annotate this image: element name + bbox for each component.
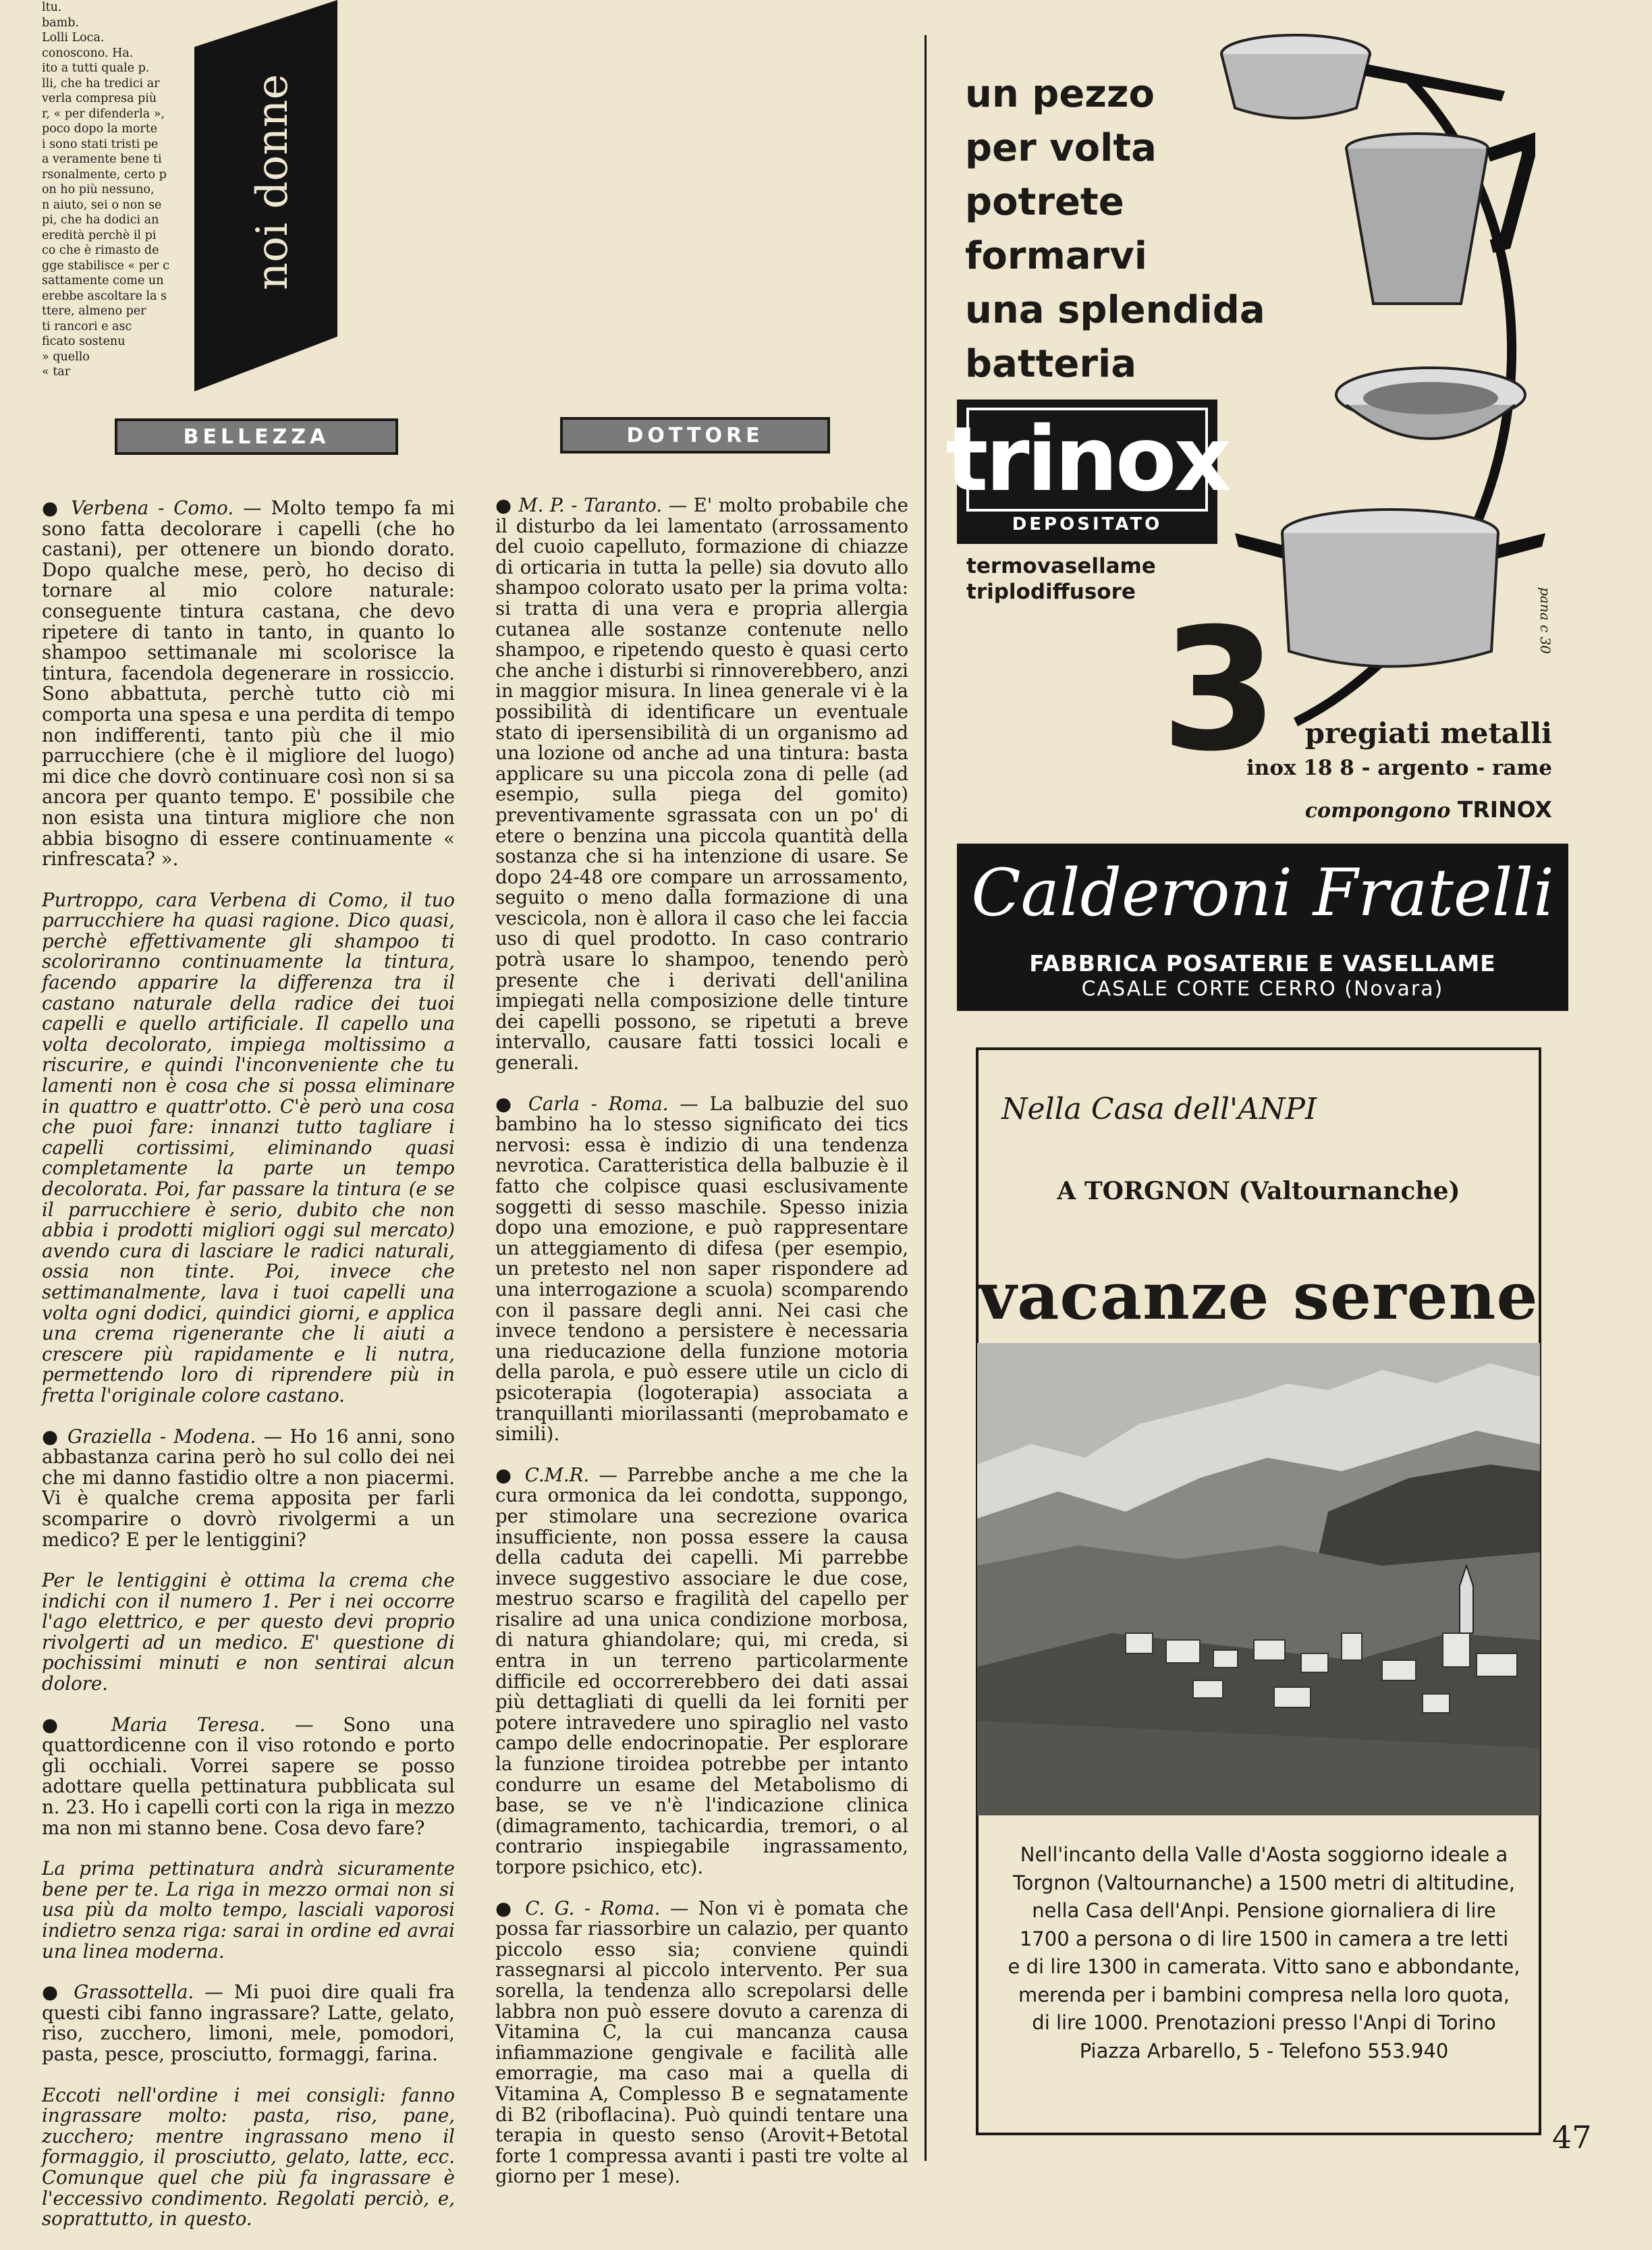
anpi-slogan: vacanze serene: [979, 1258, 1539, 1334]
letter-author: Verbena - Como.: [71, 497, 234, 519]
previous-article-fragment: [42, 0, 197, 398]
dottore-column: [495, 495, 908, 2207]
letter: ● M. P. - Taranto. — E' molto probabile che il disturbo da lei lamentato (arrossamento del cuoio capelluto, formazione di chiazze di orticaria in tutta la pelle) sia dovuto allo shampoo colorato usato per la prima volta: si tratta di una vera e propria allergia cutanea alle sostanze contenute nello shampoo, e ripetendo questo è quasi certo che anche i disturbi si rinnoverebbero, anzi in maggior misura. In linea generale vi è la possibilità di identificare un eventuale stato di ipersensibilità di un organismo ad una lozione od anche ad una tintura: basta applicare su una piccola zona di pelle (ad esempio, sulla piega del gomito) preventivamente sgrassata con un po' di etere o benzina una piccola quantità della sostanza che si ha intenzione di usare. Se dopo 24-48 ore compare un arrossamento, seguito o meno dalla formazione di una vescicola, non è allora il caso che lei faccia uso di quel prodotto. In caso contrario potrà usare lo shampoo, tenendo però presente che i derivati dell'anilina impiegati nella composizione delle tinture dei capelli possono, se ripetuti a breve intervallo, causare fatti tossici locali e generali.: [495, 494, 908, 1074]
section-tab-label: noi donne: [248, 74, 298, 291]
anpi-description: [995, 1841, 1533, 2065]
fragment-line: lli, che ha tredici ar: [42, 76, 160, 90]
fragment-line: ti rancori e asc: [42, 319, 132, 333]
trinox-compongono: [1215, 796, 1552, 823]
letter: ● C.M.R. — Parrebbe anche a me che la cura ormonica da lei condotta, suppongo, per stimolare una secrezione ovarica insufficiente, non possa essere la causa della caduta dei capelli. Mi parrebbe invece suggestivo associare le due cose, mestruo scarso e fragilità del capello per risalire ad una unica condizione morbosa, di natura ghiandolare; qui, mi creda, si entra in un terreno particolarmente difficile ed occorrerebbero dei dati assai più dettagliati di quelli da lei forniti per potere intravedere uno spiraglio nel vasto campo delle endocrinopatie. Per esplorare la funzione tiroidea potrebbe per intanto condurre un esame del Metabolismo di base, se ve n'è l'indicazione clinica (dimagramento, tachicardia, tremori, o al contrario inspiegabile ingrassamento, torpore psichico, etc).: [495, 1463, 908, 1878]
calderoni-banner: [957, 844, 1568, 1011]
answer: La prima pettinatura andrà sicuramente bene per te. La riga in mezzo ormai non si usa più da molto tempo, lasciali vaporosi indietro senza riga: sarai in ordine ed avrai una linea moderna.: [42, 1857, 455, 1963]
trinox-three: 3: [1161, 592, 1278, 788]
fragment-line: co che è rimasto de: [42, 244, 159, 257]
section-header-dottore: DOTTORE: [560, 417, 830, 454]
anpi-place: A TORGNON (Valtournanche): [1057, 1177, 1460, 1205]
fragment-line: i sono stati tristi pe: [42, 137, 159, 151]
anpi-text-line: di lire 1000. Prenotazioni presso l'Anpi di Torino: [1032, 2011, 1496, 2034]
calderoni-name: Calderoni Fratelli: [971, 855, 1554, 931]
letter-text: — Parrebbe anche a me che la cura ormonica da lei condotta, suppongo, per stimolare una secrezione ovarica insufficiente, non possa essere la causa della caduta dei capelli. Mi parrebbe invece suggestivo associare le due cose, mestruo scarso e fragilità del capello per risalire ad una unica condizione morbosa, di natura ghiandolare; qui, mi creda, si entra in un terreno particolarmente difficile ed occorrerebbero dei dati assai più dettagliati di quelli da lei forniti per potere intravedere uno spiraglio nel vasto campo delle endocrinopatie. Per esplorare la funzione tiroidea potrebbe per intanto condurre un esame del Metabolismo di base, se ve n'è l'indicazione clinica (dimagramento, tachicardia, tremori, o al contrario inspiegabile ingrassamento, torpore psichico, etc).: [495, 1463, 908, 1878]
anpi-text-line: e di lire 1300 in camerata. Vitto sano e abbondante,: [1008, 1955, 1520, 1978]
letter-author: Grassottella.: [74, 1981, 194, 2004]
fragment-line: » quello: [42, 350, 90, 364]
letter-author: Graziella - Modena.: [67, 1425, 256, 1448]
letter-author: Maria Teresa.: [111, 1713, 266, 1736]
trinox-pregiati: pregiati metalli: [1304, 717, 1552, 750]
letter-text: — La balbuzie del suo bambino ha lo stesso significato dei tics nervosi: essa è indizio di una tendenza nevrotica. Caratteristica della balbuzie è il fatto che colpisce quasi esclusivamente soggetti di sesso maschile. Spesso inizia dopo una emozione, e può rappresentare un atteggiamento di difesa (per esempio, un pretesto nel non saper rispondere ad una interrogazione a scuola) scomparendo con il passare degli anni. Nei casi che invece tendono a persistere è necessaria una rieducazione della funzione motoria della parola, e può essere utile un ciclo di psicoterapia (logoterapia) associata a tranquillanti miorilassanti (meprobamato e simili).: [495, 1092, 908, 1446]
headline-line: potrete: [965, 180, 1124, 224]
headline-line: formarvi: [965, 234, 1147, 278]
anpi-text-line: Torgnon (Valtournanche) a 1500 metri di altitudine,: [1012, 1871, 1516, 1894]
fragment-line: bamb.: [42, 16, 79, 30]
headline-line: batteria: [965, 342, 1136, 386]
letter-text: — Sono una quattordicenne con il viso rotondo e porto gli occhiali. Vorrei sapere se posso adottare quella pettinatura pubblicata sul n. 23. Ho i capelli corti con la riga in mezzo ma non mi stanno bene. Cosa devo fare?: [42, 1713, 455, 1839]
bellezza-column: [42, 498, 455, 2250]
column-divider: [925, 35, 927, 2161]
letter-author: Carla - Roma.: [528, 1092, 669, 1115]
fragment-line: on ho più nessuno,: [42, 183, 155, 196]
letter-text: — Mi puoi dire quali fra questi cibi fanno ingrassare? Latte, gelato, riso, zucchero, limoni, mele, pomodori, pasta, pesce, prosciutto, formaggi, farina.: [42, 1981, 455, 2065]
fragment-line: « tar: [42, 365, 71, 379]
fragment-line: pi, che ha dodici an: [42, 213, 159, 227]
trinox-credit: pana c 30: [1537, 587, 1553, 654]
fragment-line: ficato sostenu: [42, 335, 126, 348]
trinox-tagline: [966, 553, 1156, 605]
answer: Per le lentiggini è ottima la crema che indichi con il numero 1. Per i nei occorre l'ago elettrico, e per questo devi proprio rivolgerti ad un medico. E' questione di pochissimi minuti e non sentirai alcun dolore.: [42, 1569, 455, 1695]
compongono-text: compongono: [1304, 799, 1451, 823]
mountain-village-photo: [977, 1343, 1540, 1815]
fragment-line: conoscono. Ha.: [42, 46, 134, 60]
anpi-intro: Nella Casa dell'ANPI: [1001, 1092, 1317, 1126]
fragment-line: n aiuto, sei o non se: [42, 198, 162, 212]
headline-line: una splendida: [965, 288, 1265, 332]
letter-text: — Molto tempo fa mi sono fatta decolorare i capelli (che ho castani), per ottenere un biondo dorato. Dopo qualche mese, però, ho deciso di tornare al mio colore naturale: conseguente tintura castana, che devo ripetere di tanto in tanto, in quanto lo shampoo settimanale mi scolorisce la tintura, facendola degenerare in rossiccio. Sono abbattuta, perchè tutto ciò mi comporta una spesa e una perdita di tempo non indifferenti, tanto più che il mio parrucchiere (che è il migliore del luogo) mi dice che dovrò continuare così non si sa ancora per quanto tempo. E' possibile che non esista una tintura migliore che non abbia bisogno di essere continuamente « rinfrescata? ».: [42, 497, 455, 871]
fragment-line: ito a tutti quale p.: [42, 61, 150, 75]
tagline-line: termovasellame: [966, 554, 1156, 578]
fragment-line: ttere, almeno per: [42, 304, 146, 318]
headline-line: per volta: [965, 126, 1157, 170]
fragment-line: r, « per difenderla »,: [42, 107, 165, 121]
fragment-line: verla compresa più: [42, 92, 157, 105]
answer: Purtroppo, cara Verbena di Como, il tuo parrucchiere ha quasi ragione. Dico quasi, perchè effettivamente gli shampoo ti scoloriranno continuamente la tintura, facendo apparire la differenza tra il castano naturale della radice dei tuoi capelli e quello artificiale. Il capello una volta decolorato, impiega moltissimo a riscurire, e quindi l'inconveniente che tu lamenti non è cosa che si possa eliminare in quattro e quattr'otto. C'è però una cosa che puoi fare: innanzi tutto tagliare i capelli cortissimi, eliminando quasi completamente la parte un tempo decolorata. Poi, far passare la tintura (e se il parrucchiere è serio, dubito che non abbia i prodotti migliori oggi sul mercato) avendo cura di lasciare le radici naturali, ossia non tinte. Poi, invece che settimanalmente, lava i tuoi capelli una volta ogni dodici, quindici giorni, e applica una crema rigenerante che li aiuti a crescere più rapidamente e li nutra, permettendo loro di riprendere più in fretta l'originale colore castano.: [42, 888, 455, 1406]
letter: ● Maria Teresa. — Sono una quattordicenne con il viso rotondo e porto gli occhiali. Vorrei sapere se posso adottare quella pettinatura pubblicata sul n. 23. Ho i capelli corti con la riga in mezzo ma non mi stanno bene. Cosa devo fare?: [42, 1713, 455, 1839]
trinox-depositato: DEPOSITATO: [1012, 514, 1163, 534]
fragment-line: gge stabilisce « per c: [42, 258, 170, 273]
letter: ● Carla - Roma. — La balbuzie del suo bambino ha lo stesso significato dei tics nervosi: essa è indizio di una tendenza nevrotica. Caratteristica della balbuzie è il fatto che colpisce quasi esclusivamente soggetti di sesso maschile. Spesso inizia dopo una emozione, e può rappresentare un atteggiamento di difesa (per esempio, un pretesto nel non saper rispondere ad una interrogazione a scuola) scomparendo con il passare degli anni. Nei casi che invece tendono a persistere è necessaria una rieducazione della funzione motoria della parola, e può essere utile un ciclo di psicoterapia (logoterapia) associata a tranquillanti miorilassanti (meprobamato e simili).: [495, 1092, 908, 1446]
letter-author: C. G. - Roma.: [525, 1896, 661, 1919]
fragment-line: erebbe ascoltare la s: [42, 289, 167, 303]
calderoni-fabbrica: FABBRICA POSATERIE E VASELLAME: [1029, 950, 1496, 977]
trinox-caps: TRINOX: [1457, 796, 1552, 823]
fragment-line: Lolli Loca.: [42, 31, 105, 45]
tagline-line: triplodiffusore: [966, 580, 1136, 604]
letter: ● Grassottella. — Mi puoi dire quali fra questi cibi fanno ingrassare? Latte, gelato, riso, zucchero, limoni, mele, pomodori, pasta, pesce, prosciutto, formaggi, farina.: [42, 1981, 455, 2065]
fragment-line: sattamente come un: [42, 274, 164, 287]
letter: ● Verbena - Como. — Molto tempo fa mi sono fatta decolorare i capelli (che ho castani), per ottenere un biondo dorato. Dopo qualche mese, però, ho deciso di tornare al mio colore naturale: conseguente tintura castana, che devo ripetere di tanto in tanto, in quanto lo shampoo settimanale mi scolorisce la tintura, facendola degenerare in rossiccio. Sono abbattuta, perchè tutto ciò mi comporta una spesa e una perdita di tempo non indifferenti, tanto più che il mio parrucchiere (che è il migliore del luogo) mi dice che dovrò continuare così non si sa ancora per quanto tempo. E' possibile che non esista una tintura migliore che non abbia bisogno di essere continuamente « rinfrescata? ».: [42, 497, 455, 871]
mountain-landscape-image: [977, 1343, 1540, 1815]
page-number: 47: [1552, 2119, 1592, 2156]
letter-author: M. P. - Taranto.: [518, 494, 663, 516]
fragment-line: ltu.: [42, 1, 62, 14]
trinox-headline: [965, 67, 1397, 391]
anpi-text-line: nella Casa dell'Anpi. Pensione giornaliera di lire: [1032, 1899, 1496, 1922]
anpi-text-line: Nell'incanto della Valle d'Aosta soggiorno ideale a: [1020, 1843, 1508, 1866]
anpi-text-line: merenda per i bambini compresa nella loro quota,: [1018, 1983, 1510, 2006]
letter: ● Graziella - Modena. — Ho 16 anni, sono abbastanza carina però ho sul collo dei nei che mi danno fastidio oltre a non piacermi. Vi è qualche crema apposita per farli scomparire o dovrò rivolgermi a un medico? E per le lentiggini?: [42, 1425, 455, 1551]
letter-author: C.M.R.: [524, 1463, 590, 1486]
trinox-logo-text: trinox: [945, 408, 1229, 512]
anpi-text-line: 1700 a persona o di lire 1500 in camera a tre letti: [1019, 1927, 1509, 1950]
fragment-line: poco dopo la morte: [42, 122, 158, 136]
letter-text: — Ho 16 anni, sono abbastanza carina però ho sul collo dei nei che mi danno fastidio oltre a non piacermi. Vi è qualche crema apposita per farli scomparire o dovrò rivolgermi a un medico? E per le lentiggini?: [42, 1425, 455, 1551]
calderoni-place: CASALE CORTE CERRO (Novara): [1081, 977, 1444, 1001]
headline-line: un pezzo: [965, 72, 1155, 116]
letter-text: — Non vi è pomata che possa far riassorbire un calazio, per quanto piccolo esso sia; conviene quindi rassegnarsi al piccolo intervento. Per sua sorella, la tendenza allo screpolarsi delle labbra non può essere dovuto a carenza di Vitamina C, la cui mancanza causa infiammazione gengivale e facilità alle emorragie, ma caso mai a quella di Vitamina A, Complesso B e segnatamente di B2 (riboflacina). Può quindi tentare una terapia in questo senso (Arovit+Betotal forte 1 compressa avanti i pasti tre volte al giorno per 1 mese).: [495, 1896, 908, 2188]
fragment-line: a veramente bene ti: [42, 153, 162, 166]
fragment-line: rsonalmente, certo p: [42, 167, 167, 182]
section-header-bellezza: BELLEZZA: [115, 418, 398, 455]
answer: Eccoti nell'ordine i mei consigli: fanno ingrassare molto: pasta, riso, pane, zucchero; mentre ingrassano meno il formaggio, il prosciutto, gelato, latte, ecc. Comunque quel che più fa ingrassare è l'eccessivo condimento. Regolati perciò, e, soprattutto, in questo.: [42, 2083, 455, 2230]
anpi-text-line: Piazza Arbarello, 5 - Telefono 553.940: [1079, 2039, 1449, 2062]
fragment-line: eredità perchè il pi: [42, 228, 157, 242]
trinox-metals: inox 18 8 - argento - rame: [1246, 756, 1552, 780]
letter: ● C. G. - Roma. — Non vi è pomata che possa far riassorbire un calazio, per quanto piccolo esso sia; conviene quindi rassegnarsi al piccolo intervento. Per sua sorella, la tendenza allo screpolarsi delle labbra non può essere dovuto a carenza di Vitamina C, la cui mancanza causa infiammazione gengivale e facilità alle emorragie, ma caso mai a quella di Vitamina A, Complesso B e segnatamente di B2 (riboflacina). Può quindi tentare una terapia in questo senso (Arovit+Betotal forte 1 compressa avanti i pasti tre volte al giorno per 1 mese).: [495, 1896, 908, 2188]
letter-text: — E' molto probabile che il disturbo da lei lamentato (arrossamento del cuoio capelluto, formazione di chiazze di orticaria in tutta la pelle) sia dovuto allo shampoo colorato usato per la prima volta: si tratta di una vera e propria allergia cutanea alle sostanze contenute nello shampoo, e ripetendo questo è quasi certo che anche i disturbi si rinnoverebbero, anzi in maggior misura. In linea generale vi è la possibilità di identificare un eventuale stato di ipersensibilità di un organismo ad una lozione od anche ad una tintura: basta applicare su una piccola zona di pelle (ad esempio, sulla piega del gomito) preventivamente sgrassata con un po' di etere o benzina una piccola quantità della sostanza che si ha intenzione di usare. Se dopo 24-48 ore compare un arrossamento, seguito o meno dalla formazione di una vescicola, non è allora il caso che lei faccia uso di quel prodotto. In caso contrario potrà usare lo shampoo, tenendo però presente che i derivati dell'anilina impiegati nella composizione delle tinture dei capelli possono, se ripetuti a breve intervallo, causare fatti tossici locali e generali.: [495, 494, 908, 1074]
trinox-logo: [945, 400, 1229, 544]
